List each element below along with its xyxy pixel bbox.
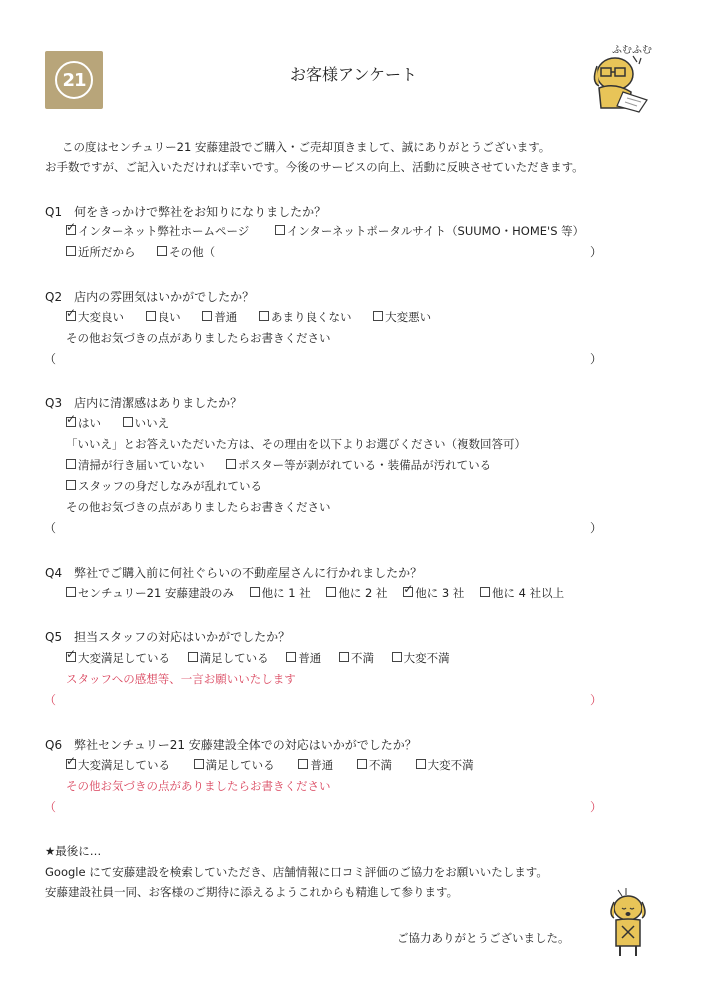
bowing-dog-illustration — [604, 888, 652, 960]
q3-other-prompt: その他お気づきの点がありましたらお書きください — [66, 500, 331, 514]
checkbox[interactable] — [157, 246, 167, 256]
q5-answer-paren-close: ） — [590, 693, 603, 707]
q3-reason-cleaning[interactable]: 清掃が行き届いていない — [66, 457, 205, 473]
q3-option-yes[interactable]: ✓ はい — [66, 412, 101, 430]
logo-mark: 21 — [55, 61, 93, 99]
checkbox[interactable] — [416, 759, 426, 769]
checkbox[interactable] — [194, 759, 204, 769]
closing-heading: ★最後に… — [45, 844, 102, 858]
q2-other-prompt: その他お気づきの点がありましたらお書きください — [66, 331, 331, 345]
q1-option-other[interactable]: その他（ — [157, 244, 215, 260]
q3-reason-poster[interactable]: ポスター等が剥がれている・装備品が汚れている — [226, 457, 491, 473]
checkbox[interactable] — [250, 587, 260, 597]
checkbox[interactable] — [123, 417, 133, 427]
q2-title: Q2 店内の雰囲気はいかがでしたか？ — [45, 290, 255, 304]
checkbox[interactable] — [373, 311, 383, 321]
q1-option-portal[interactable]: インターネットポータルサイト（SUUMO・HOME'S 等） — [275, 223, 584, 239]
checkbox-checked[interactable]: ✓ — [66, 754, 77, 768]
q6-option-2[interactable]: 満足している — [194, 757, 275, 773]
q5-answer-paren-open: （ — [44, 693, 57, 707]
q5-option-2[interactable]: 満足している — [188, 650, 269, 666]
q4-options — [66, 582, 565, 601]
checkbox[interactable] — [326, 587, 336, 597]
checkbox[interactable] — [357, 759, 367, 769]
q5-prompt: スタッフへの感想等、一言お願いいたします — [66, 672, 296, 686]
q6-option-4[interactable]: 不満 — [357, 757, 392, 773]
q6-option-3[interactable]: 普通 — [298, 757, 333, 773]
q1-row2 — [66, 244, 233, 260]
q3-options — [66, 412, 187, 431]
q4-option-2[interactable]: 他に 1 社 — [250, 585, 311, 601]
checkbox[interactable] — [480, 587, 490, 597]
q1-option-homepage[interactable]: ✓ インターネット弊社ホームページ — [66, 220, 250, 238]
checkbox[interactable] — [66, 480, 76, 490]
reading-dog-illustration — [585, 52, 657, 114]
checkbox[interactable] — [66, 246, 76, 256]
checkbox[interactable] — [146, 311, 156, 321]
q5-title: Q5 担当スタッフの対応はいかがでしたか？ — [45, 630, 291, 644]
q5-option-1[interactable]: ✓ 大変満足している — [66, 647, 170, 665]
checkbox-checked[interactable]: ✓ — [66, 306, 77, 320]
q2-option-5[interactable]: 大変悪い — [373, 309, 431, 325]
checkbox[interactable] — [298, 759, 308, 769]
q6-option-5[interactable]: 大変不満 — [416, 757, 474, 773]
checkbox[interactable] — [66, 587, 76, 597]
q2-answer-paren-open: （ — [44, 352, 57, 366]
q6-options — [66, 754, 474, 773]
q5-option-4[interactable]: 不満 — [339, 650, 374, 666]
q4-title: Q4 弊社でご購入前に何社ぐらいの不動産屋さんに行かれましたか？ — [45, 566, 423, 580]
q4-option-3[interactable]: 他に 2 社 — [326, 585, 387, 601]
q6-answer-paren-open: （ — [44, 800, 57, 814]
checkbox[interactable] — [202, 311, 212, 321]
checkbox-checked[interactable]: ✓ — [66, 220, 77, 234]
q4-option-5[interactable]: 他に 4 社以上 — [480, 585, 564, 601]
closing-line-1: Google にて安藤建設を検索していただき、店舗情報に口コミ評価のご協力をお願いいたします。 — [45, 865, 548, 879]
checkbox-checked[interactable]: ✓ — [403, 582, 414, 596]
checkbox[interactable] — [275, 225, 285, 235]
q3-note: 「いいえ」とお答えいただいた方は、その理由を以下よりお選びください（複数回答可） — [66, 437, 526, 451]
q1-row1 — [66, 220, 602, 239]
q1-option-neighborhood[interactable]: 近所だから — [66, 244, 136, 260]
checkbox[interactable] — [392, 652, 402, 662]
q3-reasons-row2 — [66, 478, 280, 494]
checkbox-checked[interactable]: ✓ — [66, 647, 77, 661]
q6-prompt: その他お気づきの点がありましたらお書きください — [66, 779, 331, 793]
q4-option-4[interactable]: ✓ 他に 3 社 — [403, 582, 465, 600]
q2-option-1[interactable]: ✓ 大変良い — [66, 306, 124, 324]
checkbox[interactable] — [226, 459, 236, 469]
checkbox[interactable] — [188, 652, 198, 662]
q2-options — [66, 306, 449, 325]
q3-option-no[interactable]: いいえ — [123, 415, 170, 431]
q3-answer-paren-close: ） — [590, 521, 603, 535]
intro-line-1: この度はセンチュリー21 安藤建設でご購入・ご売却頂きまして、誠にありがとうございます。 — [62, 140, 551, 154]
q4-option-1[interactable]: センチュリー21 安藤建設のみ — [66, 585, 234, 601]
q3-title: Q3 店内に清潔感はありましたか？ — [45, 396, 243, 410]
intro-line-2: お手数ですが、ご記入いただければ幸いです。今後のサービスの向上、活動に反映させていただきます。 — [45, 160, 584, 174]
q2-option-3[interactable]: 普通 — [202, 309, 237, 325]
checkbox[interactable] — [339, 652, 349, 662]
thanks-message: ご協力ありがとうございました。 — [397, 931, 570, 945]
q6-answer-paren-close: ） — [590, 800, 603, 814]
q2-answer-paren-close: ） — [590, 352, 603, 366]
q2-option-4[interactable]: あまり良くない — [259, 309, 352, 325]
q2-option-2[interactable]: 良い — [146, 309, 181, 325]
q3-reasons-row1 — [66, 457, 509, 473]
q3-reason-staff[interactable]: スタッフの身だしなみが乱れている — [66, 478, 262, 494]
q5-option-5[interactable]: 大変不満 — [392, 650, 450, 666]
q6-option-1[interactable]: ✓ 大変満足している — [66, 754, 170, 772]
q1-title: Q1 何をきっかけで弊社をお知りになりましたか？ — [45, 205, 327, 219]
checkbox[interactable] — [66, 459, 76, 469]
q1-other-paren-close: ） — [590, 245, 603, 259]
q5-options — [66, 647, 450, 666]
checkbox-checked[interactable]: ✓ — [66, 412, 77, 426]
q3-answer-paren-open: （ — [44, 521, 57, 535]
closing-line-2: 安藤建設社員一同、お客様のご期待に添えるようこれからも精進して参ります。 — [45, 885, 459, 899]
fumufumu-caption: ふむふむ — [612, 45, 652, 56]
checkbox[interactable] — [286, 652, 296, 662]
checkbox[interactable] — [259, 311, 269, 321]
q6-title: Q6 弊社センチュリー21 安藤建設全体での対応はいかがでしたか？ — [45, 738, 417, 752]
q5-option-3[interactable]: 普通 — [286, 650, 321, 666]
page-title: お客様アンケート — [289, 65, 418, 84]
